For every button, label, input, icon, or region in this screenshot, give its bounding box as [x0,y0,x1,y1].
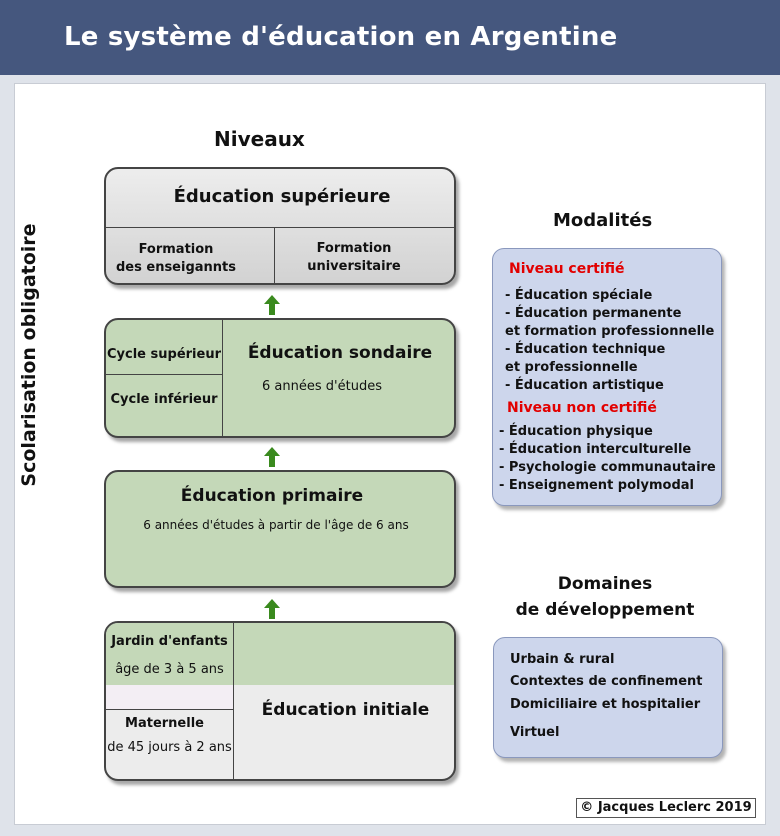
domaine-item: Contextes de confinement [510,674,703,689]
divider [274,227,275,285]
divider [106,374,222,375]
formation-universitaire-line2: universitaire [307,259,401,274]
up-arrow-icon [262,598,282,620]
domaine-item: Urbain & rural [510,652,615,667]
certified-heading: Niveau certifié [509,261,625,277]
modalites-heading: Modalités [553,210,653,231]
jardin-label: Jardin d'enfants [111,634,228,649]
certified-item: et formation professionnelle [505,324,715,339]
cycle-inferieur-label: Cycle inférieur [110,392,218,407]
niveaux-heading: Niveaux [214,127,305,151]
initiale-title: Éducation initiale [261,700,430,720]
secondaire-duration: 6 années d'études [262,379,382,394]
divider [106,227,456,228]
noncertified-list [499,423,721,495]
domaines-box [493,637,723,758]
formation-enseignants-line1: Formation [138,242,214,257]
certified-list [505,287,721,395]
maternelle-label: Maternelle [125,716,204,731]
copyright-label: © Jacques Leclerc 2019 [576,798,756,818]
modalites-box [492,248,722,506]
box-education-primaire [104,470,456,588]
formation-universitaire-cell [284,240,424,276]
certified-item: - Éducation artistique [505,378,664,393]
box-education-initiale [104,621,456,781]
noncertified-item: - Enseignement polymodal [499,478,694,493]
divider [106,709,233,710]
primaire-duration: 6 années d'études à partir de l'âge de 6 ans [143,518,409,532]
noncertified-item: - Éducation physique [499,424,653,439]
spacer-band [106,685,233,709]
domaines-heading-line1: Domaines [557,574,653,594]
certified-item: - Éducation spéciale [505,288,653,303]
domaines-heading [494,571,716,623]
header-bar [0,0,780,75]
noncertified-heading: Niveau non certifié [507,400,657,416]
certified-item: - Éducation technique [505,342,666,357]
noncertified-item: - Éducation interculturelle [499,442,692,457]
box-education-secondaire [104,318,456,438]
vertical-label [18,205,40,505]
up-arrow-icon [262,446,282,468]
domaine-item: Domiciliaire et hospitalier [510,697,701,712]
domaines-heading-line2: de développement [515,600,695,620]
certified-item: et professionnelle [505,360,638,375]
up-arrow-icon [262,294,282,316]
primaire-title: Éducation primaire [180,486,364,506]
page-title: Le système d'éducation en Argentine [64,22,618,52]
certified-item: - Éducation permanente [505,306,682,321]
vertical-label-text: Scolarisation obligatoire [18,223,40,487]
formation-enseignants-line2: des enseigannts [115,260,236,275]
maternelle-age: de 45 jours à 2 ans [107,740,232,755]
box-education-superieure [104,167,456,285]
jardin-age: âge de 3 à 5 ans [115,662,224,677]
domaine-item: Virtuel [510,725,560,740]
secondaire-title: Éducation sondaire [247,343,433,363]
formation-universitaire-line1: Formation [316,241,392,256]
formation-enseignants-cell [106,241,246,277]
noncertified-item: - Psychologie communautaire [499,460,716,475]
cycle-superieur-label: Cycle supérieur [107,347,221,362]
superieure-title: Éducation supérieure [173,186,391,207]
